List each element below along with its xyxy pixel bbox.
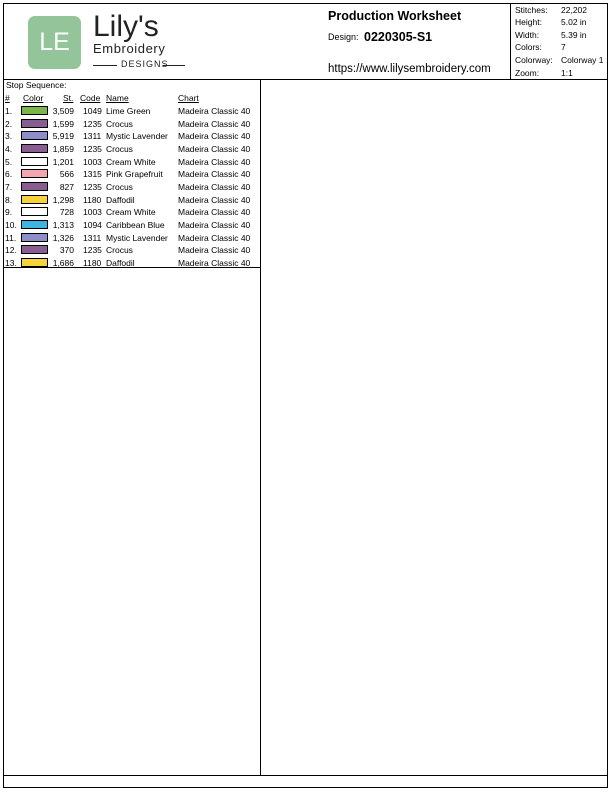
thread-name: Crocus (106, 118, 133, 129)
thread-chart: Madeira Classic 40 (178, 232, 251, 243)
stitch-count: 728 (59, 207, 74, 218)
thread-code: 1235 (83, 143, 102, 154)
page-title: Production Worksheet (328, 9, 462, 23)
color-swatch (21, 157, 48, 166)
sequence-row (3, 130, 260, 142)
brand-name: Lily's (93, 10, 159, 43)
color-swatch (21, 131, 48, 140)
stitch-count: 1,326 (52, 232, 74, 243)
thread-chart: Madeira Classic 40 (178, 143, 251, 154)
design-label: Design: (328, 32, 359, 42)
thread-code: 1235 (83, 118, 102, 129)
thread-code: 1235 (83, 245, 102, 256)
thread-chart: Madeira Classic 40 (178, 106, 251, 116)
row-number: 9. (5, 207, 13, 218)
thread-name: Crocus (106, 181, 133, 192)
row-number: 10. (5, 219, 17, 230)
stitch-count: 1,686 (52, 257, 74, 268)
thread-name: Caribbean Blue (106, 219, 165, 230)
thread-name: Daffodil (106, 257, 135, 268)
row-number: 7. (5, 181, 13, 192)
stitch-count: 5,919 (52, 131, 74, 142)
stitch-count: 1,298 (52, 194, 74, 205)
color-swatch (21, 169, 48, 178)
design-value: 0220305-S1 (364, 30, 433, 44)
thread-name: Mystic Lavender (106, 131, 168, 142)
thread-code: 1049 (83, 106, 102, 116)
sequence-row (3, 105, 260, 117)
row-number: 8. (5, 194, 13, 205)
stat-value: 22,202 (561, 5, 587, 15)
thread-name: Cream White (106, 207, 156, 218)
thread-name: Pink Grapefruit (106, 169, 163, 180)
logo-initials: LE (39, 28, 70, 56)
thread-code: 1180 (83, 257, 102, 268)
thread-name: Crocus (106, 143, 133, 154)
column-header-chart: Chart (178, 93, 199, 103)
row-number: 6. (5, 169, 13, 180)
sequence-row (3, 118, 260, 130)
stitch-count: 827 (59, 181, 74, 192)
color-swatch (21, 195, 48, 204)
row-number: 13. (5, 257, 17, 268)
color-swatch (21, 207, 48, 216)
stop-sequence-panel (3, 80, 261, 775)
row-number: 4. (5, 143, 13, 154)
thread-name: Mystic Lavender (106, 232, 168, 243)
sequence-row (3, 219, 260, 231)
thread-chart: Madeira Classic 40 (178, 169, 251, 180)
stat-value: 7 (561, 42, 566, 52)
color-swatch (21, 119, 48, 128)
stitch-count: 1,599 (52, 118, 74, 129)
thread-code: 1180 (83, 194, 102, 205)
row-number: 5. (5, 156, 13, 167)
brand-tag: DESIGNS (121, 59, 169, 69)
thread-name: Daffodil (106, 194, 135, 205)
stat-value: 5.02 in (561, 17, 587, 27)
sequence-row (3, 168, 260, 180)
footer-divider (3, 775, 608, 776)
thread-code: 1311 (83, 131, 102, 142)
color-swatch (21, 258, 48, 267)
stat-label: Colors: (515, 42, 542, 52)
thread-code: 1235 (83, 181, 102, 192)
sequence-row (3, 194, 260, 206)
stat-label: Width: (515, 30, 540, 40)
thread-chart: Madeira Classic 40 (178, 118, 251, 129)
thread-name: Cream White (106, 156, 156, 167)
thread-chart: Madeira Classic 40 (178, 245, 251, 256)
column-header-num: # (5, 93, 10, 103)
row-number: 11. (5, 232, 17, 243)
sequence-row (3, 244, 260, 256)
column-header-stitches: St. (63, 93, 74, 103)
thread-chart: Madeira Classic 40 (178, 194, 251, 205)
color-swatch (21, 220, 48, 229)
brand-divider-left (93, 65, 117, 66)
thread-code: 1003 (83, 207, 102, 218)
color-swatch (21, 144, 48, 153)
sequence-divider (3, 267, 260, 268)
thread-name: Lime Green (106, 106, 151, 116)
stat-value: 5.39 in (561, 30, 587, 40)
row-number: 1. (5, 106, 13, 116)
brand-divider-right (163, 65, 185, 66)
column-header-code: Code (80, 93, 101, 103)
stat-label: Stitches: (515, 5, 548, 15)
stat-label: Colorway: (515, 55, 553, 65)
stat-value: 1:1 (561, 68, 573, 78)
row-number: 2. (5, 118, 13, 129)
thread-chart: Madeira Classic 40 (178, 219, 251, 230)
stat-label: Height: (515, 17, 542, 27)
stitch-count: 1,313 (52, 219, 74, 230)
thread-chart: Madeira Classic 40 (178, 181, 251, 192)
stat-label: Zoom: (515, 68, 540, 78)
column-header-name: Name (106, 93, 129, 103)
thread-code: 1315 (83, 169, 102, 180)
website-url[interactable]: https://www.lilysembroidery.com (328, 63, 491, 75)
thread-chart: Madeira Classic 40 (178, 131, 251, 142)
thread-name: Crocus (106, 245, 133, 256)
sequence-row (3, 206, 260, 218)
stitch-count: 3,509 (52, 106, 74, 116)
color-swatch (21, 245, 48, 254)
sequence-row (3, 181, 260, 193)
column-header-color: Color (23, 93, 44, 103)
stat-value: Colorway 1 (561, 55, 604, 65)
stitch-count: 1,859 (52, 143, 74, 154)
sequence-row (3, 143, 260, 155)
thread-chart: Madeira Classic 40 (178, 156, 251, 167)
stitch-count: 1,201 (52, 156, 74, 167)
color-swatch (21, 233, 48, 242)
thread-code: 1003 (83, 156, 102, 167)
thread-chart: Madeira Classic 40 (178, 257, 251, 268)
thread-code: 1311 (83, 232, 102, 243)
row-number: 3. (5, 131, 13, 142)
row-number: 12. (5, 245, 17, 256)
color-swatch (21, 106, 48, 115)
brand-sub: Embroidery (93, 41, 166, 56)
stats-panel (510, 3, 608, 80)
sequence-row (3, 232, 260, 244)
logo-tile (28, 16, 81, 69)
stop-sequence-title: Stop Sequence: (6, 80, 67, 90)
stitch-count: 370 (59, 245, 74, 256)
stitch-count: 566 (59, 169, 74, 180)
thread-code: 1094 (83, 219, 102, 230)
sequence-row (3, 156, 260, 168)
thread-chart: Madeira Classic 40 (178, 207, 251, 218)
color-swatch (21, 182, 48, 191)
